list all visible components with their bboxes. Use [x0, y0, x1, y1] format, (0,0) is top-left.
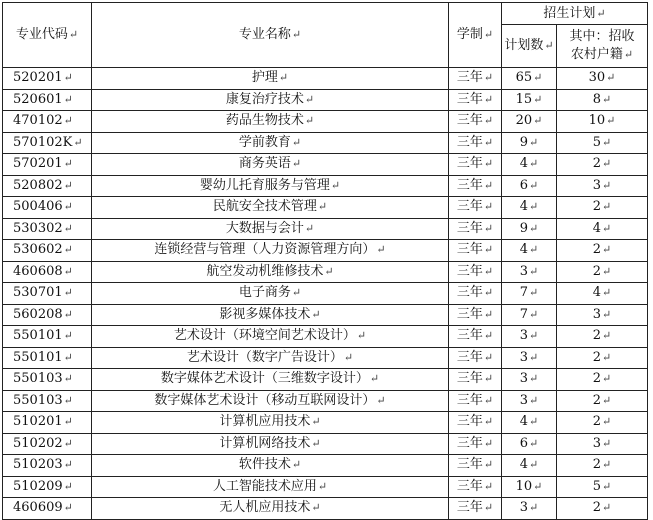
- cell-rural: 10↵: [557, 111, 648, 133]
- cell-code: 530701↵: [3, 283, 92, 305]
- table-row: [3, 304, 648, 326]
- header-enrollment-plan: 招生计划↵: [502, 3, 648, 25]
- table-row: [3, 154, 648, 176]
- cell-name: 婴幼儿托育服务与管理↵: [92, 175, 449, 197]
- cell-plan: 3↵: [502, 347, 557, 369]
- cell-plan: 4↵: [502, 412, 557, 434]
- cell-code: 550103↵: [3, 369, 92, 391]
- cell-code: 550101↵: [3, 347, 92, 369]
- table-row: [3, 498, 648, 520]
- cell-name: 护理↵: [92, 68, 449, 90]
- cell-code: 510202↵: [3, 433, 92, 455]
- cell-plan: 4↵: [502, 154, 557, 176]
- cell-code: 510201↵: [3, 412, 92, 434]
- cell-code: 520601↵: [3, 89, 92, 111]
- enrollment-plan-table: [2, 2, 648, 520]
- header-plan-count: 计划数↵: [502, 25, 557, 68]
- cell-rural: 3↵: [557, 304, 648, 326]
- cell-duration: 三年↵: [449, 218, 502, 240]
- cell-code: 500406↵: [3, 197, 92, 219]
- cell-name: 软件技术↵: [92, 455, 449, 477]
- table-row: [3, 412, 648, 434]
- table-row: [3, 132, 648, 154]
- cell-rural: 2↵: [557, 240, 648, 262]
- cell-rural: 2↵: [557, 455, 648, 477]
- cell-rural: 2↵: [557, 412, 648, 434]
- cell-plan: 4↵: [502, 455, 557, 477]
- cell-duration: 三年↵: [449, 347, 502, 369]
- cell-duration: 三年↵: [449, 476, 502, 498]
- cell-name: 学前教育↵: [92, 132, 449, 154]
- cell-name: 药品生物技术↵: [92, 111, 449, 133]
- cell-duration: 三年↵: [449, 132, 502, 154]
- cell-duration: 三年↵: [449, 283, 502, 305]
- cell-plan: 9↵: [502, 132, 557, 154]
- cell-duration: 三年↵: [449, 154, 502, 176]
- cell-code: 570201↵: [3, 154, 92, 176]
- cell-plan: 6↵: [502, 175, 557, 197]
- table-row: [3, 369, 648, 391]
- table-body: [3, 68, 648, 520]
- cell-code: 510209↵: [3, 476, 92, 498]
- header-code: 专业代码↵: [3, 3, 92, 68]
- cell-rural: 4↵: [557, 218, 648, 240]
- cell-plan: 65↵: [502, 68, 557, 90]
- header-duration: 学制↵: [449, 3, 502, 68]
- cell-duration: 三年↵: [449, 68, 502, 90]
- cell-plan: 20↵: [502, 111, 557, 133]
- header-rural-line2: 农村户籍↵: [570, 47, 634, 62]
- cell-rural: 5↵: [557, 476, 648, 498]
- cell-name: 计算机应用技术↵: [92, 412, 449, 434]
- header-name: 专业名称↵: [92, 3, 449, 68]
- cell-plan: 3↵: [502, 369, 557, 391]
- cell-name: 民航安全技术管理↵: [92, 197, 449, 219]
- table-row: [3, 326, 648, 348]
- cell-plan: 9↵: [502, 218, 557, 240]
- cell-name: 艺术设计（环境空间艺术设计）↵: [92, 326, 449, 348]
- table-row: [3, 476, 648, 498]
- cell-rural: 3↵: [557, 433, 648, 455]
- table-row: [3, 347, 648, 369]
- cell-duration: 三年↵: [449, 369, 502, 391]
- cell-name: 商务英语↵: [92, 154, 449, 176]
- cell-rural: 2↵: [557, 197, 648, 219]
- cell-code: 530302↵: [3, 218, 92, 240]
- cell-duration: 三年↵: [449, 111, 502, 133]
- cell-code: 520201↵: [3, 68, 92, 90]
- cell-plan: 3↵: [502, 326, 557, 348]
- cell-name: 航空发动机维修技术↵: [92, 261, 449, 283]
- cell-name: 艺术设计（数字广告设计）↵: [92, 347, 449, 369]
- cell-duration: 三年↵: [449, 455, 502, 477]
- table-row: [3, 390, 648, 412]
- cell-duration: 三年↵: [449, 197, 502, 219]
- cell-rural: 2↵: [557, 326, 648, 348]
- cell-rural: 4↵: [557, 283, 648, 305]
- cell-rural: 3↵: [557, 175, 648, 197]
- cell-rural: 2↵: [557, 498, 648, 520]
- cell-rural: 2↵: [557, 369, 648, 391]
- header-rural: [557, 25, 648, 68]
- cell-code: 460608↵: [3, 261, 92, 283]
- cell-code: 510203↵: [3, 455, 92, 477]
- header-rural-line1: 其中：招收: [569, 29, 635, 44]
- cell-rural: 30↵: [557, 68, 648, 90]
- cell-name: 计算机网络技术↵: [92, 433, 449, 455]
- cell-duration: 三年↵: [449, 390, 502, 412]
- cell-code: 570102K↵: [3, 132, 92, 154]
- cell-code: 550101↵: [3, 326, 92, 348]
- cell-duration: 三年↵: [449, 261, 502, 283]
- table-row: [3, 68, 648, 90]
- cell-plan: 3↵: [502, 498, 557, 520]
- cell-plan: 7↵: [502, 304, 557, 326]
- cell-rural: 2↵: [557, 261, 648, 283]
- table-row: [3, 283, 648, 305]
- table-row: [3, 89, 648, 111]
- cell-name: 大数据与会计↵: [92, 218, 449, 240]
- table-row: [3, 455, 648, 477]
- table-row: [3, 261, 648, 283]
- cell-duration: 三年↵: [449, 326, 502, 348]
- cell-plan: 3↵: [502, 261, 557, 283]
- cell-code: 530602↵: [3, 240, 92, 262]
- cell-code: 460609↵: [3, 498, 92, 520]
- table-row: [3, 240, 648, 262]
- cell-plan: 15↵: [502, 89, 557, 111]
- table-row: [3, 197, 648, 219]
- cell-name: 无人机应用技术↵: [92, 498, 449, 520]
- cell-name: 电子商务↵: [92, 283, 449, 305]
- cell-name: 影视多媒体技术↵: [92, 304, 449, 326]
- cell-rural: 2↵: [557, 154, 648, 176]
- cell-duration: 三年↵: [449, 433, 502, 455]
- cell-code: 520802↵: [3, 175, 92, 197]
- cell-duration: 三年↵: [449, 175, 502, 197]
- cell-duration: 三年↵: [449, 304, 502, 326]
- cell-name: 数字媒体艺术设计（三维数字设计）↵: [92, 369, 449, 391]
- cell-duration: 三年↵: [449, 89, 502, 111]
- cell-duration: 三年↵: [449, 240, 502, 262]
- cell-plan: 4↵: [502, 197, 557, 219]
- cell-rural: 2↵: [557, 390, 648, 412]
- cell-code: 470102↵: [3, 111, 92, 133]
- cell-plan: 6↵: [502, 433, 557, 455]
- cell-code: 550103↵: [3, 390, 92, 412]
- cell-plan: 4↵: [502, 240, 557, 262]
- cell-rural: 5↵: [557, 132, 648, 154]
- cell-duration: 三年↵: [449, 412, 502, 434]
- cell-name: 连锁经营与管理（人力资源管理方向）↵: [92, 240, 449, 262]
- cell-plan: 10↵: [502, 476, 557, 498]
- table-row: [3, 175, 648, 197]
- cell-code: 560208↵: [3, 304, 92, 326]
- cell-plan: 7↵: [502, 283, 557, 305]
- cell-name: 数字媒体艺术设计（移动互联网设计）↵: [92, 390, 449, 412]
- cell-duration: 三年↵: [449, 498, 502, 520]
- cell-rural: 2↵: [557, 347, 648, 369]
- table-row: [3, 111, 648, 133]
- table-row: [3, 433, 648, 455]
- cell-name: 康复治疗技术↵: [92, 89, 449, 111]
- cell-name: 人工智能技术应用↵: [92, 476, 449, 498]
- table-row: [3, 218, 648, 240]
- cell-plan: 3↵: [502, 390, 557, 412]
- cell-rural: 8↵: [557, 89, 648, 111]
